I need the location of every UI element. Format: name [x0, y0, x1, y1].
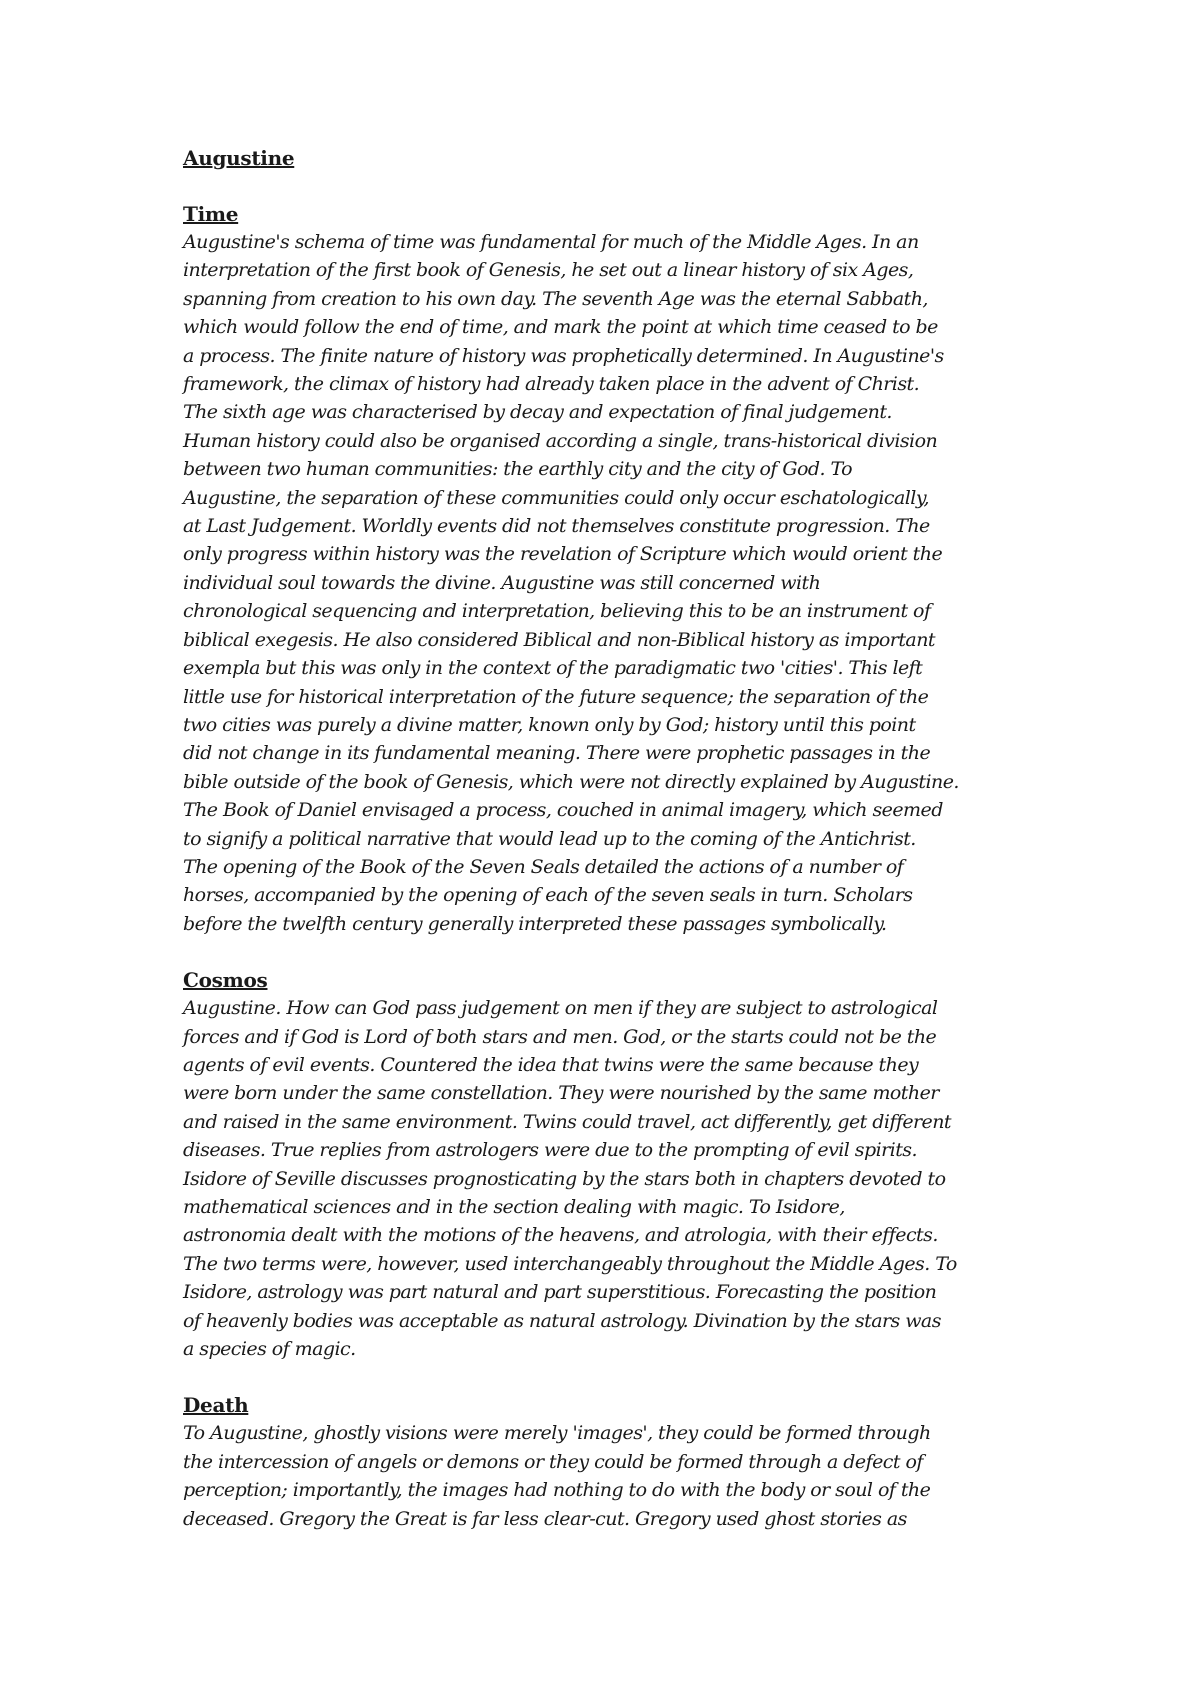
paragraph-line: to signify a political narrative that would lead up to the coming of the Antichrist.	[183, 827, 916, 850]
paragraph-line: little use for historical interpretation of the future sequence; the separation of the	[183, 685, 929, 708]
paragraph-line: Isidore, astrology was part natural and part superstitious. Forecasting the position	[183, 1281, 937, 1304]
section-heading: Death	[183, 1393, 249, 1418]
paragraph-line: astronomia dealt with the motions of the heavens, and atrologia, with their effects.	[183, 1224, 938, 1247]
paragraph-line: The two terms were, however, used interchangeably throughout the Middle Ages. To	[183, 1252, 957, 1275]
sections-container	[183, 200, 1043, 1533]
paragraph-line: diseases. True replies from astrologers were due to the prompting of evil spirits.	[183, 1139, 917, 1162]
paragraph-line: were born under the same constellation. They were nourished by the same mother	[183, 1082, 939, 1105]
paragraph-line: forces and if God is Lord of both stars and men. God, or the starts could not be the	[183, 1025, 937, 1048]
paragraph-line: bible outside of the book of Genesis, which were not directly explained by Augustine.	[183, 770, 959, 793]
paragraph-line: and raised in the same environment. Twins could travel, act differently, get different	[183, 1110, 952, 1133]
section-cosmos	[183, 966, 1043, 1363]
paragraph-line: The Book of Daniel envisaged a process, couched in animal imagery, which seemed	[183, 799, 943, 822]
paragraph-line: at Last Judgement. Worldly events did not themselves constitute progression. The	[183, 515, 930, 538]
section-paragraph	[183, 1419, 1043, 1533]
section-time	[183, 200, 1043, 938]
paragraph-line: individual soul towards the divine. Augustine was still concerned with	[183, 571, 821, 594]
paragraph-line: Augustine, the separation of these communities could only occur eschatologically,	[183, 486, 929, 509]
paragraph-line: of heavenly bodies was acceptable as natural astrology. Divination by the stars was	[183, 1309, 941, 1332]
paragraph-line: deceased. Gregory the Great is far less clear-cut. Gregory used ghost stories as	[183, 1507, 907, 1530]
paragraph-line: agents of evil events. Countered the idea that twins were the same because they	[183, 1053, 919, 1076]
paragraph-line: biblical exegesis. He also considered Biblical and non-Biblical history as important	[183, 628, 935, 651]
paragraph-line: interpretation of the first book of Genesis, he set out a linear history of six Ages,	[183, 259, 914, 282]
paragraph-line: before the twelfth century generally interpreted these passages symbolically.	[183, 912, 887, 935]
section-heading: Time	[183, 202, 239, 226]
section-heading: Cosmos	[183, 968, 268, 993]
document-body	[183, 144, 1043, 1561]
paragraph-line: between two human communities: the earthly city and the city of God. To	[183, 458, 853, 481]
paragraph-line: two cities was purely a divine matter, known only by God; history until this point	[183, 713, 916, 736]
paragraph-line: Augustine's schema of time was fundamental for much of the Middle Ages. In an	[183, 231, 919, 253]
paragraph-line: which would follow the end of time, and mark the point at which time ceased to be	[183, 316, 938, 339]
paragraph-line: a process. The finite nature of history was prophetically determined. In Augustine's	[183, 344, 944, 367]
section-death	[183, 1391, 1043, 1533]
paragraph-line: spanning from creation to his own day. The seventh Age was the eternal Sabbath,	[183, 287, 928, 310]
paragraph-line: The sixth age was characterised by decay and expectation of final judgement.	[183, 401, 892, 424]
section-paragraph	[183, 228, 1043, 938]
paragraph-line: mathematical sciences and in the section dealing with magic. To Isidore,	[183, 1196, 845, 1218]
paragraph-line: framework, the climax of history had already taken place in the advent of Christ.	[183, 373, 920, 396]
paragraph-line: exempla but this was only in the context of the paradigmatic two 'cities'. This left	[183, 657, 923, 680]
paragraph-line: chronological sequencing and interpretation, believing this to be an instrument of	[183, 600, 931, 623]
paragraph-line: Human history could also be organised according a single, trans-historical division	[183, 429, 938, 452]
paragraph-line: perception; importantly, the images had nothing to do with the body or soul of the	[183, 1479, 931, 1502]
document-title: Augustine	[183, 146, 295, 170]
section-paragraph	[183, 994, 1043, 1363]
paragraph-line: Augustine. How can God pass judgement on men if they are subject to astrological	[183, 997, 938, 1020]
paragraph-line: Isidore of Seville discusses prognosticating by the stars both in chapters devoted to	[183, 1167, 946, 1190]
paragraph-line: a species of magic.	[183, 1338, 356, 1361]
paragraph-line: the intercession of angels or demons or they could be formed through a defect of	[183, 1450, 923, 1473]
paragraph-line: The opening of the Book of the Seven Seals detailed the actions of a number of	[183, 855, 904, 878]
paragraph-line: horses, accompanied by the opening of each of the seven seals in turn. Scholars	[183, 884, 913, 907]
paragraph-line: only progress within history was the revelation of Scripture which would orient the	[183, 543, 943, 566]
paragraph-line: To Augustine, ghostly visions were merely 'images', they could be formed through	[183, 1422, 931, 1445]
paragraph-line: did not change in its fundamental meaning. There were prophetic passages in the	[183, 742, 931, 765]
